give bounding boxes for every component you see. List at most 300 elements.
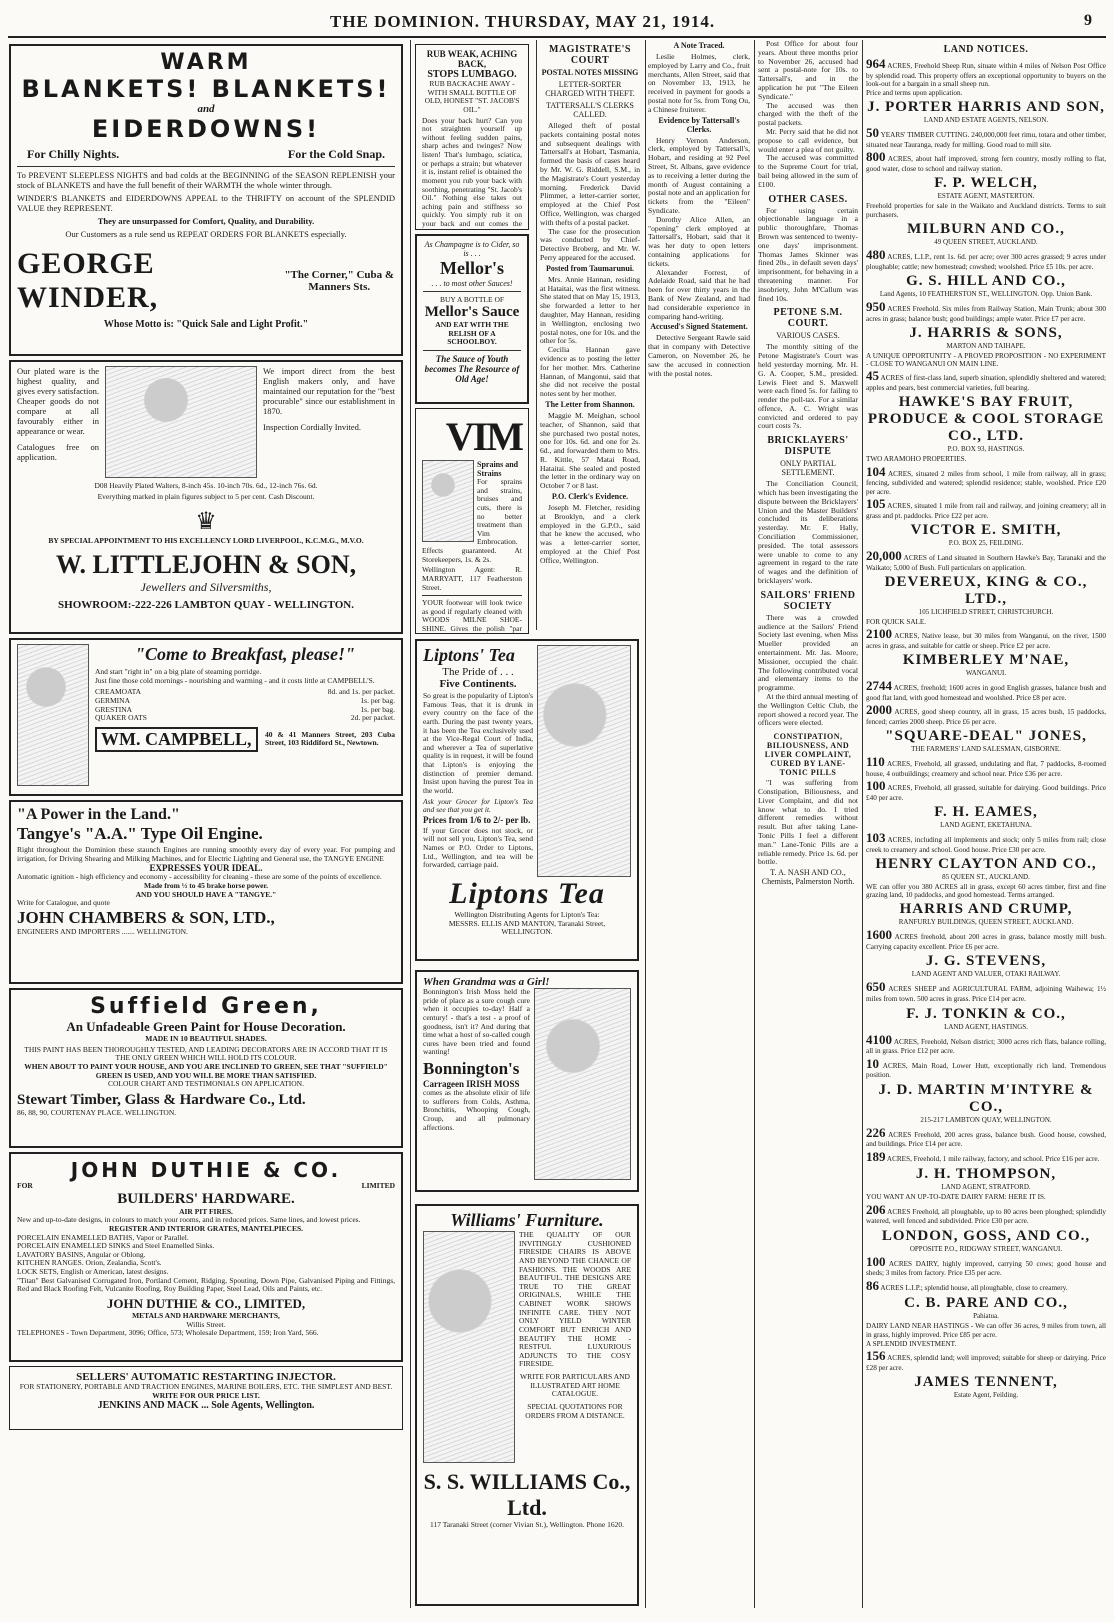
ad-brand: Mellor's Sauce — [424, 304, 520, 320]
ad-body: FOR STATIONERY, PORTABLE AND TRACTION ENGINES, MARINE BOILERS, ETC. THE SIMPLEST AND BEST. — [19, 1382, 393, 1391]
acreage-number: 110 — [866, 754, 885, 770]
ad-text: Catalogues free on application. — [17, 442, 99, 463]
agent-address: THE FARMERS' LAND SALESMAN, GISBORNE. — [911, 745, 1061, 754]
agent-name: J. D. MARTIN M'INTYRE & CO., — [878, 1081, 1094, 1115]
ad-campbell — [9, 638, 403, 796]
article-subhead: ONLY PARTIAL SETTLEMENT. — [780, 459, 836, 478]
ad-heading: The Pride of . . . — [442, 666, 514, 678]
acreage-number: 10 — [866, 1055, 879, 1071]
column-news-magistrates — [540, 40, 640, 630]
ad-body: To PREVENT SLEEPLESS NIGHTS and bad colds at the BEGINNING of the SEASON REPLENISH your stock of BLANKETS and have the full benefit of their WARMTH the whole winter through. — [17, 170, 395, 191]
article-paragraph: Alleged theft of postal packets containing postal notes and subsequent dealings with Tattersall's at Hobart, Tasmania, formed the basis of cases heard by Mr. W. G. Riddell, S.M., in the Magistrate's Court yesterday morning. Frederick David Plimmer, a letter-carrier sorter, employed at the Chief Post Office, Wellington, was charged with thefts of a postal packet. — [540, 121, 640, 227]
ad-body: Right throughout the Dominion these staunch Engines are running smoothly every day of every year. For pumping and irrigation, for Driving Shearing and Milking Machines, and for Electric Lighting and General use, the TANGYE ENGINE — [17, 845, 395, 863]
ad-body: If your Grocer does not stock, or will not sell you, Lipton's Tea, send Names or P.O. Order to Liptons, Ltd., Wellington, and tea will be forwarded, carriage paid. — [423, 825, 533, 870]
ad-tangye — [9, 800, 403, 984]
entry-text: Freehold properties for sale in the Waikato and Auckland districts. Terms to suit purchasers. — [866, 202, 1106, 219]
ad-address: 117 Taranaki Street (corner Vivian St.), Wellington. Phone 1620. — [430, 1520, 624, 1529]
section-header: LAND NOTICES. — [943, 44, 1029, 55]
land-notice-entry — [866, 126, 1106, 149]
agent-name: HAWKE'S BAY FRUIT, PRODUCE & COOL STORAGE CO., LTD. — [867, 394, 1105, 445]
ad-subtitle: ENGINEERS AND IMPORTERS ....... WELLINGTON. — [17, 926, 188, 936]
ad-brand: WM. CAMPBELL, — [95, 727, 258, 752]
entry-text: WE can offer you 380 ACRES all in grass, except 60 acres timber, first and fine grazing land, 10 paddocks, and good homestead. Terms arranged. — [866, 883, 1106, 900]
column-rule — [410, 40, 411, 1608]
land-notice-entry — [866, 352, 1106, 368]
agent-name: F. H. EAMES, — [934, 804, 1038, 821]
ad-line: KITCHEN RANGES. Orion, Zealandia, Scott's. — [17, 1258, 162, 1268]
ad-heading: Sprains and Strains — [477, 460, 519, 478]
entry-text: ACRES of Land situated in Southern Hawke's Bay, Taranaki and the Waikato; 5,000 of Bush. Full particulars on application. — [866, 553, 1106, 572]
land-notice — [866, 352, 1106, 453]
acreage-number: 45 — [866, 368, 879, 384]
ad-heading: WARM — [160, 50, 252, 75]
ad-winder-blankets — [9, 44, 403, 356]
ad-heading: Williams' Furniture. — [450, 1210, 604, 1230]
land-notice-entry — [866, 1193, 1106, 1201]
ad-body: THE QUALITY OF OUR INVITINGLY CUSHIONED FIRESIDE CHAIRS IS ABOVE AND BEYOND THE CHANCE OF FASHIONS. THE WOODS ARE BEAUTIFUL. THE DESIGNS ARE TRUE TO THE GREAT ORIGINALS, WHILE THE CABINET WORK SHOWS INFINITE CARE. THEY NOT ONLY YIELD WINTER COMFORT BUT ENRICH AND BEAUTIFY THE HOME - RESTFUL LUXURIOUS ADJUNCTS TO THE COSY FIRESIDE. — [519, 1230, 631, 1369]
product-name: CREAMOATA — [95, 687, 142, 697]
land-notice-entry — [866, 627, 1106, 650]
land-notice — [866, 618, 1106, 677]
acreage-number: 206 — [866, 1201, 886, 1217]
land-notice-entry — [866, 1203, 1106, 1226]
article-subhead: VARIOUS CASES. — [776, 331, 840, 341]
article-subhead: The Letter from Shannon. — [545, 399, 635, 409]
ad-vim — [415, 408, 529, 634]
entry-text: A UNIQUE OPPORTUNITY - A PROVED PROPOSITION - NO EXPERIMENT - CLOSE TO WANGANUI ON MAIN LINE. — [866, 351, 1106, 369]
ad-text: The Sauce of Youth becomes The Resource of Old Age! — [424, 353, 520, 384]
article-paragraph: Dorothy Alice Allen, an "opening" clerk employed at Tattersall's, Hobart, said that it was her duty to open letters containing applications for tickets. — [648, 214, 750, 268]
agent-address: LAND AGENT, EKETAHUNA. — [940, 821, 1032, 830]
ad-body: comes as the absolute elixir of life to sufferers from Colds, Asthma, Bronchitis, Whooping Cough, Croup, and all pulmonary affections. — [423, 1088, 530, 1132]
ad-caption: D08 Heavily Plated Walters, 8-inch 45s. 10-inch 70s. 6d., 12-inch 76s. 6d. — [94, 481, 318, 490]
entry-text: ACRES, situated 1 mile from rail and railway, and joining creamery; all in grass and pt. paddocks. Price £22 per acre. — [866, 501, 1106, 520]
agent-address: LAND AGENT, HASTINGS. — [944, 1022, 1028, 1031]
ad-body: WRITE FOR OUR PRICE LIST. — [152, 1390, 260, 1400]
chef-illustration — [17, 644, 89, 786]
ad-text: and — [197, 103, 215, 115]
agent-address: ESTATE AGENT, MASTERTON. — [937, 192, 1035, 201]
ad-body: WINDER'S BLANKETS and EIDERDOWNS APPEAL to the THRIFTY on account of the SPLENDID VALUE they REPRESENT. — [17, 193, 395, 214]
ad-body: Write for Catalogue, and quote — [17, 898, 110, 908]
ad-subtitle: RUB BACKACHE AWAY - WITH SMALL BOTTLE OF OLD, HONEST "ST. JACOB'S OIL." — [424, 79, 520, 114]
land-notice — [866, 1255, 1106, 1321]
entry-text: FOR QUICK SALE. — [866, 617, 927, 626]
ad-heading: SELLERS' AUTOMATIC RESTARTING INJECTOR. — [76, 1371, 336, 1383]
ad-line: LOCK SETS, English or American, latest designs. — [17, 1267, 169, 1276]
armchair-illustration — [423, 1231, 515, 1463]
entry-text: ACRES freehold, about 200 acres in grass, balance mostly mill bush. Carrying capacity excellent. Price £6 per acre. — [866, 933, 1106, 952]
article-paragraph: The accused was committed to the Supreme Court for trial, bail being allowed in the sum of £100. — [758, 153, 858, 189]
column-rule — [754, 40, 755, 1608]
ad-text: And start "right in" on a big plate of steaming porridge. — [95, 667, 262, 676]
article-paragraph: Maggie M. Meighan, school teacher, of Shannon, said that she purchased two postal notes, one for 10s. 6d. and one for 2s. 6d., and forwarded them to Mrs. R. Kittle, 57 Matai Road, Hataitai. She sealed and posted the letter in the ordinary way on October 7 or 8 last. — [540, 410, 640, 491]
agent-address: Land Agents, 10 FEATHERSTON ST., WELLINGTON. Opp. Union Bank. — [879, 289, 1093, 298]
article-headline: PETONE S.M. COURT. — [773, 307, 843, 330]
entry-text: ACRES, situated 2 miles from school, 1 mile from railway, all in grass; fencing, subdivided and watered; splendid residence; stable, woolshed. Price £20 per acre. — [866, 469, 1106, 496]
ad-line: "Titan" Best Galvanised Corrugated Iron, Portland Cement, Ridging, Spouting, Down Pipe, Galvanised Piping and Fittings, Red and Black Roofing Felt, Vulcanite Roofing, Roy Building Paper, Steel Lead, Oils and Paints, etc. — [17, 1275, 395, 1294]
acreage-number: 2100 — [866, 625, 892, 641]
article-headline: SAILORS' FRIEND SOCIETY — [760, 589, 856, 612]
ad-address: 86, 88, 90, COURTENAY PLACE. WELLINGTON. — [17, 1107, 177, 1117]
article-signature: T. A. NASH AND CO., Chemists, Palmerston North. — [761, 868, 855, 887]
agent-name: KIMBERLEY M'NAE, — [902, 651, 1070, 668]
acreage-number: 2744 — [866, 677, 892, 693]
article-paragraph: "I was suffering from Constipation, Biliousness, and Liver Complaint, and did not know what to do. I tried different remedies without result. But after taking Lane-Tonic Pills I feel a different man." Lane-Tonic Pills are a reliable remedy. Price 1s. 6d. per bottle. — [758, 778, 858, 867]
agent-name: JAMES TENNENT, — [914, 1374, 1058, 1391]
article-paragraph: Cecilia Hannan gave evidence as to posting the letter for her mother. Mrs. Catherine Hannan, of Mangonui, said that she did not receive the postal notes sent by her mother. — [540, 345, 640, 399]
ad-text: Just fine those cold mornings - nourishing and warming - and it costs little at CAMPBELL'S. — [95, 675, 375, 685]
ad-line: LAVATORY BASINS, Angular or Oblong. — [17, 1249, 146, 1259]
entry-text: DAIRY LAND NEAR HASTINGS - We can offer 36 acres, 9 miles from town, all in grass, highly improved. Price £85 per acre. — [866, 1322, 1106, 1339]
ad-subtitle: Jewellers and Silversmiths, — [140, 579, 272, 594]
acreage-number: 20,000 — [866, 547, 902, 563]
entry-text: ACRES, including all implements and stock; only 5 miles from rail; close creek to creamery and school. Good house. Price £30 per acre. — [866, 836, 1106, 854]
entry-text: ACRES SHEEP and AGRICULTURAL FARM, adjoining Waihewa; 1½ miles from town. 500 acres in grass. Price £14 per acre. — [866, 985, 1106, 1004]
ad-st-jacobs-oil — [415, 44, 529, 230]
ad-text: BUY A BOTTLE OF — [439, 295, 505, 304]
land-notice — [866, 300, 1106, 350]
agent-name: F. P. WELCH, — [934, 175, 1038, 192]
ad-telephone: TELEPHONES - Town Department, 3096; Office, 573; Wholesale Department, 159; Iron Yard, 566. — [17, 1328, 319, 1338]
article-paragraph: The monthly sitting of the Petone Magistrate's Court was held yesterday morning. Mr. H. G. A. Cooper, S.M., presided. Lewis Fleet and S. Maxwell were each fined 5s. for failing to render the poll-tax. For a similar offence, A. C. Wright was convicted and ordered to pay court costs 7s. — [758, 342, 858, 431]
ad-brand: Stewart Timber, Glass & Hardware Co., Ltd. — [17, 1091, 306, 1108]
land-notice — [866, 248, 1106, 298]
product-price: 1s. per bag. — [360, 704, 395, 714]
entry-text: ACRES, Freehold, 1 mile railway, factory, and school. Price £16 per acre. — [886, 1154, 1100, 1163]
acreage-number: 1600 — [866, 927, 892, 943]
agent-name: HENRY CLAYTON AND CO., — [875, 856, 1097, 873]
masthead-rule — [8, 36, 1106, 38]
ad-heading: "Come to Breakfast, please!" — [135, 644, 355, 664]
land-notice — [866, 883, 1106, 926]
entry-text: ACRES, Native lease, but 30 miles from Wanganui, on the river, 1500 acres in grass, and suitable for cattle or sheep. Price £2 per acre. — [866, 631, 1106, 650]
grandmother-illustration — [534, 988, 631, 1180]
article-subhead: P.O. Clerk's Evidence. — [551, 492, 629, 502]
agent-address: LAND AND ESTATE AGENTS, NELSON. — [923, 116, 1049, 125]
ad-subtitle: Carrageen IRISH MOSS — [423, 1079, 520, 1089]
land-notice-entry — [866, 1255, 1106, 1278]
ad-heading: MADE IN 10 BEAUTIFUL SHADES. — [145, 1034, 267, 1043]
ad-john-duthie — [9, 1152, 403, 1362]
ad-brand: Mellor's — [440, 258, 504, 278]
article-paragraph: Leslie Holmes, clerk, employed by Larry and Co., fruit merchants, Allen Street, said that on November 13, 1913, he received in payment for goods a postal note for 5s. from Tong Ou, a Chinese fruiterer. — [648, 52, 750, 114]
ad-body: Automatic ignition - high efficiency and economy - accessibility for cleaning - these are some of the points of excellence. — [17, 872, 382, 882]
ad-body: AND YOU SHOULD HAVE A "TANGYE." — [135, 889, 277, 899]
article-paragraph: Joseph M. Fletcher, residing at Brooklyn, and a clerk employed in the G.P.O., said that he knew the accused, who was a letter-carrier sorter, employed at the Chief Post Office, Wellington. — [540, 503, 640, 565]
ad-bonningtons — [412, 966, 642, 1196]
entry-text: ACRES Freehold. Six miles from Railway Station, Main Trunk; about 300 acres in grass; balance bush; good buildings; ample water. Price £7 per acre. — [866, 304, 1106, 323]
ad-agent: Wellington Agent: R. MARRYATT, 117 Featherston Street. — [422, 565, 522, 592]
ad-text: LIMITED — [361, 1181, 395, 1190]
entry-text: ACRES Freehold, 200 acres grass, balance bush. Good house, cowshed, and buildings. Price £14 per acre. — [866, 1130, 1106, 1149]
ad-heading: BLANKETS! BLANKETS! — [21, 75, 391, 103]
ad-body: SPECIAL QUOTATIONS FOR ORDERS FROM A DISTANCE. — [525, 1401, 625, 1420]
article-headline: OTHER CASES. — [768, 193, 848, 205]
acreage-number: 100 — [866, 1253, 886, 1269]
ad-line: REGISTER AND INTERIOR GRATES, MANTELPIECES. — [108, 1223, 304, 1233]
land-notice — [866, 679, 1106, 753]
land-notice-entry — [866, 497, 1106, 520]
ad-body: Made from ½ to 45 brake horse power. — [144, 880, 268, 890]
acreage-number: 100 — [866, 778, 886, 794]
product-price: 8d. and 1s. per packet. — [327, 687, 395, 697]
agent-address: WANGANUI. — [965, 668, 1007, 677]
acreage-number: 964 — [866, 56, 886, 71]
ad-littlejohn — [9, 360, 403, 634]
ad-address: "The Corner," Cuba & Manners Sts. — [284, 269, 395, 294]
article-paragraph: The accused was then charged with the theft of the postal packets. — [758, 100, 858, 128]
article-subhead: Accused's Signed Statement. — [650, 322, 748, 332]
land-notice — [866, 1193, 1106, 1252]
acreage-number: 86 — [866, 1277, 879, 1293]
ad-body: So great is the popularity of Lipton's Famous Teas, that it is drunk in every country on the face of the earth. During the past twenty years, it has been the Tea exclusively used at the Vice-Regal Court of India, and wherever a Tea of superlative quality is in request, it will be found that Lipton's is enjoying the distinction of premier demand. Insist upon having the purest Tea in the world. — [423, 691, 533, 795]
product-name: QUAKER OATS — [95, 713, 147, 723]
article-paragraph: Post Office for about four years. About three months prior to November 26, accused had sent a postal-note for 10s. to Tattersall's, and in the application he put "The Eileen Syndicate." — [758, 40, 858, 101]
agent-address: OPPOSITE P.O., RIDGWAY STREET, WANGANUI. — [909, 1244, 1063, 1253]
article-headline: MAGISTRATE'S COURT — [549, 44, 631, 66]
ad-text: As Champagne is to Cider, so is . . . — [424, 240, 520, 258]
agent-name: J. H. THOMPSON, — [915, 1166, 1057, 1183]
land-notice-entry — [866, 883, 1106, 899]
column-advertisements-left — [6, 40, 406, 1608]
article-subhead: TATTERSALL'S CLERKS CALLED. — [546, 101, 634, 119]
agent-name: F. J. TONKIN & CO., — [906, 1005, 1066, 1022]
land-notice-entry — [866, 1033, 1106, 1056]
agent-address: P.O. BOX 93, HASTINGS. — [947, 445, 1025, 454]
acreage-number: 103 — [866, 830, 886, 846]
article-paragraph: For using certain objectionable language in a public thoroughfare, Thomas Brown was sentenced to twenty-one days' imprisonment. Thomas James Skinner was fined 20s., in default seven days' imprisonment, for behaving in a threatening manner. For insobriety, John M'Callum was fined 10s. — [758, 205, 858, 303]
masthead-title: THE DOMINION. THURSDAY, MAY 21, 1914. — [330, 12, 716, 31]
land-notice — [866, 831, 1106, 881]
ad-text: FOR — [17, 1181, 33, 1190]
land-notice-entry — [866, 831, 1106, 854]
entry-text: YEARS' TIMBER CUTTING. 240,000,000 feet rimu, totara and other timber, situated near Tauranga, ready for milling. Good road to mill site. — [866, 131, 1106, 150]
land-notice-entry — [866, 300, 1106, 323]
land-notice — [866, 755, 1106, 829]
column-news-right — [758, 40, 858, 1608]
ad-line: PORCELAIN ENAMELLED BATHS, Vapor or Parallel. — [17, 1232, 189, 1242]
ad-brand: W. LITTLEJOHN & SON, — [55, 549, 357, 579]
article-subhead: POSTAL NOTES MISSING — [541, 68, 639, 77]
entry-text: ACRES, Freehold, Nelson district; 3000 acres rich flats, balance rolling, all in grass. Price £12 per acre. — [866, 1037, 1106, 1056]
land-notice-entry — [866, 618, 1106, 626]
entry-text: ACRES, splendid land; well improved; suitable for sheep or dairying. Price £28 per acre. — [866, 1354, 1106, 1372]
woman-drinking-tea-illustration — [537, 645, 631, 877]
land-notice-entry — [866, 248, 1106, 271]
acreage-number: 650 — [866, 979, 886, 995]
land-notice-entry — [866, 549, 1106, 572]
ad-tagline: For Chilly Nights. — [27, 147, 120, 161]
entry-text: ACRES DAIRY, highly improved, carrying 50 cows; good house and sheds; 3 miles from factory. Price £35 per acre. — [866, 1259, 1106, 1278]
acreage-number: 480 — [866, 246, 886, 262]
land-notice — [866, 202, 1106, 245]
liptons-logo: Liptons Tea — [449, 877, 605, 910]
ad-brand: GEORGE WINDER, — [17, 247, 159, 315]
entry-text: ACRES, Main Road, Lower Hutt, exceptionally rich land. Tremendous position. — [866, 1061, 1106, 1080]
agent-name: DEVEREUX, KING & CO., LTD., — [884, 573, 1088, 607]
land-notice — [866, 126, 1106, 200]
entry-text: Price and terms upon application. — [866, 89, 963, 98]
acreage-number: 50 — [866, 125, 879, 141]
land-notice-entry — [866, 57, 1106, 88]
article-paragraph: Alexander Forrest, of Adelaide Road, said that he had been for over thirty years in the Bank of New Zealand, and had had considerable experience in comparing hand-writing. — [648, 267, 750, 321]
agent-address: 105 LICHFIELD STREET, CHRISTCHURCH. — [918, 607, 1054, 616]
ad-address: SHOWROOM:-222-226 LAMBTON QUAY - WELLINGTON. — [58, 598, 354, 611]
ad-body: EXPRESSES YOUR IDEAL. — [149, 863, 263, 874]
article-paragraph: Mr. Perry said that he did not propose to call evidence, but would enter a plea of not guilty. — [758, 126, 858, 154]
entry-text: ACRES, Freehold, all grassed, undulating and flat, 7 paddocks, 8-roomed house, 4 outbuildings; creamery and school near. Price £36 per acre. — [866, 760, 1106, 778]
ad-heading: Suffield Green, — [90, 994, 322, 1019]
agent-address: RANFURLY BUILDINGS, QUEEN STREET, AUCKLAND. — [898, 918, 1074, 927]
land-notice-entry — [866, 928, 1106, 951]
ad-appointment: BY SPECIAL APPOINTMENT TO HIS EXCELLENCY LORD LIVERPOOL, K.C.M.G., M.V.O. — [48, 536, 364, 546]
ad-agent: Wellington Distributing Agents for Lipton's Tea: — [454, 910, 600, 919]
ad-text: Effects guaranteed. At Storekeepers, 1s. & 2s. — [422, 546, 522, 564]
article-paragraph: There was a crowded audience at the Sailors' Friend Society last evening, when Miss Mueller provided an entertainment. Mr. Jas. Moore, Missioner, occupied the chair. The following contributed vocal and elementary items to the programme. — [758, 612, 858, 693]
ad-price: Prices from 1/6 to 2/- per lb. — [423, 814, 531, 825]
land-notice-entry — [866, 703, 1106, 726]
land-notice-entry — [866, 1279, 1106, 1294]
land-notice-entry — [866, 455, 1106, 463]
land-notice — [866, 1033, 1106, 1124]
land-notice-entry — [866, 150, 1106, 173]
acreage-number: 105 — [866, 495, 886, 511]
ad-text: YOUR footwear will look twice as good if regularly cleaned with WOODS MILNE SHOE-SHINE. Gives the polish "par — [422, 598, 522, 633]
ad-sellers-injector — [9, 1366, 403, 1430]
entry-text: ACRES, good sheep country, all in grass, 15 acres bush, 15 paddocks, fenced; carries 2000 sheep. Price £6 per acre. — [866, 708, 1106, 726]
land-notice-entry — [866, 369, 1106, 392]
ad-line: AIR PIT FIRES. — [179, 1206, 233, 1216]
land-notice-entry — [866, 1057, 1106, 1080]
entry-text: ACRES, freehold; 1600 acres in good English grasses, balance bush and good flat land, with good homestead and woolshed. Price £8 per acre. — [866, 683, 1106, 702]
ad-body: They are unsurpassed for Comfort, Quality, and Durability. — [97, 216, 315, 227]
ad-address: 40 & 41 Manners Street, 203 Cuba Street, 103 Riddiford St., Newtown. — [265, 729, 395, 748]
ad-heading: When Grandma was a Girl! — [423, 976, 550, 988]
ad-body: Bonnington's Irish Moss held the pride of place as a sure cough cure when it occupies to-day! Half a century! - that's a test - a proof of goodness, isn't it? And during that time what a host of so-called cough cures have been tried and found wanting! — [423, 987, 530, 1057]
agent-address: Pahiatua. — [973, 1312, 999, 1321]
article-subhead: Posted from Taumarunui. — [545, 263, 635, 273]
land-notice — [866, 980, 1106, 1030]
agent-name: J. PORTER HARRIS AND SON, — [867, 99, 1105, 116]
agent-address: MARTON AND TAIHAPE. — [946, 341, 1026, 350]
agent-name: J. HARRIS & SONS, — [909, 324, 1063, 341]
column-land-notices — [866, 40, 1106, 1608]
ad-text: Our plated ware is the highest quality, and gives every satisfaction. Cheaper goods do not compare at all favourably either in appearance or wear. — [17, 366, 99, 437]
ad-heading: BUILDERS' HARDWARE. — [117, 1190, 295, 1207]
ad-line: PORCELAIN ENAMELLED SINKS and Steel Enamelled Sinks. — [17, 1241, 215, 1251]
figure-illustration — [422, 460, 474, 542]
acreage-number: 950 — [866, 298, 886, 314]
land-notice-entry — [866, 202, 1106, 218]
land-notice — [866, 1126, 1106, 1192]
land-notices-list — [866, 57, 1106, 1399]
agent-name: MILBURN AND CO., — [907, 220, 1065, 237]
ad-brand: JOHN CHAMBERS & SON, LTD., — [17, 907, 275, 927]
article-headline: BRICKLAYERS' DISPUTE — [767, 435, 849, 458]
column-rule — [536, 40, 537, 630]
article-headline: CONSTIPATION, BILIOUSNESS, AND LIVER COMPLAINT, CURED BY LANE-TONIC PILLS — [764, 732, 852, 778]
land-notice — [866, 1322, 1106, 1399]
ad-heading: JOHN DUTHIE & CO. — [70, 1158, 342, 1182]
entry-text: ACRES L.I.P.; splendid house, all ploughable, close to creamery. — [880, 1283, 1068, 1292]
agent-address: 215-217 LAMBTON QUAY, WELLINGTON. — [920, 1115, 1052, 1124]
masthead — [0, 10, 1114, 36]
article-paragraph: Detective Sergeant Rawle said that in company with Detective Cameron, on November 26, he saw the accused in connection with the postal notes. — [648, 333, 750, 378]
entry-text: ACRES, Freehold, all grassed, suitable for dairying. Good buildings. Price £40 per acre. — [866, 784, 1106, 802]
article-subhead: LETTER-SORTER CHARGED WITH THEFT. — [545, 80, 635, 98]
ad-body: COLOUR CHART AND TESTIMONIALS ON APPLICATION. — [108, 1079, 304, 1089]
land-notice-entry — [866, 755, 1106, 778]
ad-williams-furniture — [412, 1200, 642, 1606]
ad-body: Our Customers as a rule send us REPEAT ORDERS FOR BLANKETS especially. — [65, 229, 347, 240]
ad-brand: Liptons' Tea — [423, 645, 515, 665]
ad-brand: S. S. WILLIAMS Co., Ltd. — [423, 1469, 631, 1520]
ad-motto: Whose Motto is: "Quick Sale and Light Profit." — [103, 319, 309, 331]
ad-caption: Everything marked in plain figures subject to 5 per cent. Cash Discount. — [97, 491, 315, 501]
entry-text: ACRES of first-class land, superb situation, splendidly sheltered and watered; apples and pears, best commercial varieties, full bearing. — [866, 374, 1106, 393]
ad-liptons-tea — [412, 635, 642, 963]
article-paragraph: Henry Vernon Anderson, clerk, employed by Tattersall's, Hobart, and residing at 92 Peel Street, St. Albans, gave evidence as to receiving a letter during the month of August containing a postal note and an application for tickets from the "Eileen" Syndicate. — [648, 135, 750, 215]
agent-address: 85 QUEEN ST., AUCKLAND. — [942, 873, 1030, 882]
ad-brand: VIM — [445, 414, 522, 459]
ad-heading: RUB WEAK, ACHING BACK, — [426, 49, 518, 69]
ad-body: THIS PAINT HAS BEEN THOROUGHLY TESTED, AND LEADING DECORATORS ARE IN ACCORD THAT IT IS THE ONLY GREEN WHICH WILL HOLD ITS COLOUR. — [24, 1044, 388, 1063]
acreage-number: 156 — [866, 1348, 886, 1364]
article-subhead: Evidence by Tattersall's Clerks. — [658, 115, 740, 134]
article-paragraph: The Conciliation Council, which has been investigating the dispute between the Bricklayers' Union and the Master Builders' concluded its deliberations yesterday. Mr. F. Hally, Conciliation Commissioner, presided. The total assessors were unable to come to any agreement in regard to the rate of wages and the definition of bricklayers' work. — [758, 479, 858, 586]
ad-text: For sprains and strains, bruises and cuts, there is no better treatment than Vim Embrocation. — [477, 477, 522, 547]
page-number: 9 — [1084, 12, 1092, 29]
entry-text: ACRES, about half improved, strong fern country, mostly rolling to flat, good water, close to school and railway station. — [866, 155, 1106, 174]
ad-text: Inspection Cordially Invited. — [263, 422, 361, 433]
ad-text: AND EAT WITH THE RELISH OF A SCHOOLBOY. — [435, 320, 509, 347]
ad-brand: JOHN DUTHIE & CO., LIMITED, — [106, 1295, 306, 1311]
ad-line: New and up-to-date designs, in colours to match your rooms, and in reduced prices. Same lines, and lowest prices. — [17, 1215, 361, 1225]
ad-heading: EIDERDOWNS! — [91, 115, 321, 143]
agent-address: Estate Agent, Feilding. — [953, 1391, 1019, 1400]
land-notice-entry — [866, 779, 1106, 802]
acreage-number: 104 — [866, 463, 886, 479]
column-news-continued — [648, 40, 750, 1608]
entry-text: ACRES, Freehold Sheep Run, situate within 4 miles of Nelson Post Office by splendid road. This property offers an exceptional opportunity to buyers on the look-out for a bargain in a small sheep run. — [866, 62, 1106, 89]
agent-address: P.O. BOX 25, FEILDING. — [948, 538, 1024, 547]
ad-text: We import direct from the best English makers only, and have maintained our reputation for the "best procurable" since our establishment in 1870. — [263, 366, 395, 417]
acreage-number: 800 — [866, 149, 886, 165]
article-subhead: A Note Traced. — [673, 41, 725, 50]
ad-body: Ask your Grocer for Lipton's Tea and see that you get it. — [423, 796, 533, 815]
land-notice-entry — [866, 1349, 1106, 1372]
ad-body: WHEN ABOUT TO PAINT YOUR HOUSE, AND YOU ARE INCLINED TO GREEN, SEE THAT "SUFFIELD" GREEN IS USED, AND YOU WILL BE MORE THAN SATISFIED. — [24, 1061, 388, 1080]
agent-address: 49 QUEEN STREET, AUCKLAND. — [934, 237, 1038, 246]
acreage-number: 189 — [866, 1148, 886, 1164]
ad-tagline: For the Cold Snap. — [287, 147, 385, 161]
agent-name: G. S. HILL AND CO., — [906, 272, 1066, 289]
entry-text: ACRES Freehold, all ploughable, up to 80 acres been ploughed; splendidly watered, well fenced and subdivided. Price £30 per acre. — [866, 1207, 1106, 1226]
column-rule — [645, 40, 646, 1608]
ad-body: Does your back hurt? Can you not straighten yourself up without feeling sudden pains, sharp aches and twinges? Now listen! That's lumbago, sciatica, or perhaps a strain; but whatever it is, instant relief is obtained the moment you rub your back with soothing, penetrating "St. Jacob's Oil." Nothing else takes out aching pain and stiffness so quickly. You simply rub it on your back and out comes the — [422, 115, 522, 228]
ad-heading: STOPS LUMBAGO. — [427, 69, 517, 80]
ad-subtitle: METALS AND HARDWARE MERCHANTS, — [132, 1310, 280, 1320]
land-notice-entry — [866, 679, 1106, 702]
ad-heading: An Unfadeable Green Paint for House Decoration. — [66, 1019, 346, 1034]
ad-mellors-sauce — [415, 234, 529, 404]
land-notice — [866, 549, 1106, 616]
article-paragraph: Mrs. Annie Hannan, residing at Hataitai, was the first witness. She stated that on May 15, 1913, she forwarded a letter to her daughter, May Hannan, residing in Wellington, enclosing two postal notes, one for 10s. and the other for 5s. — [540, 274, 640, 346]
ad-heading: Five Continents. — [439, 678, 517, 690]
land-notice-entry — [866, 89, 1106, 97]
product-name: GERMINA — [95, 695, 130, 705]
